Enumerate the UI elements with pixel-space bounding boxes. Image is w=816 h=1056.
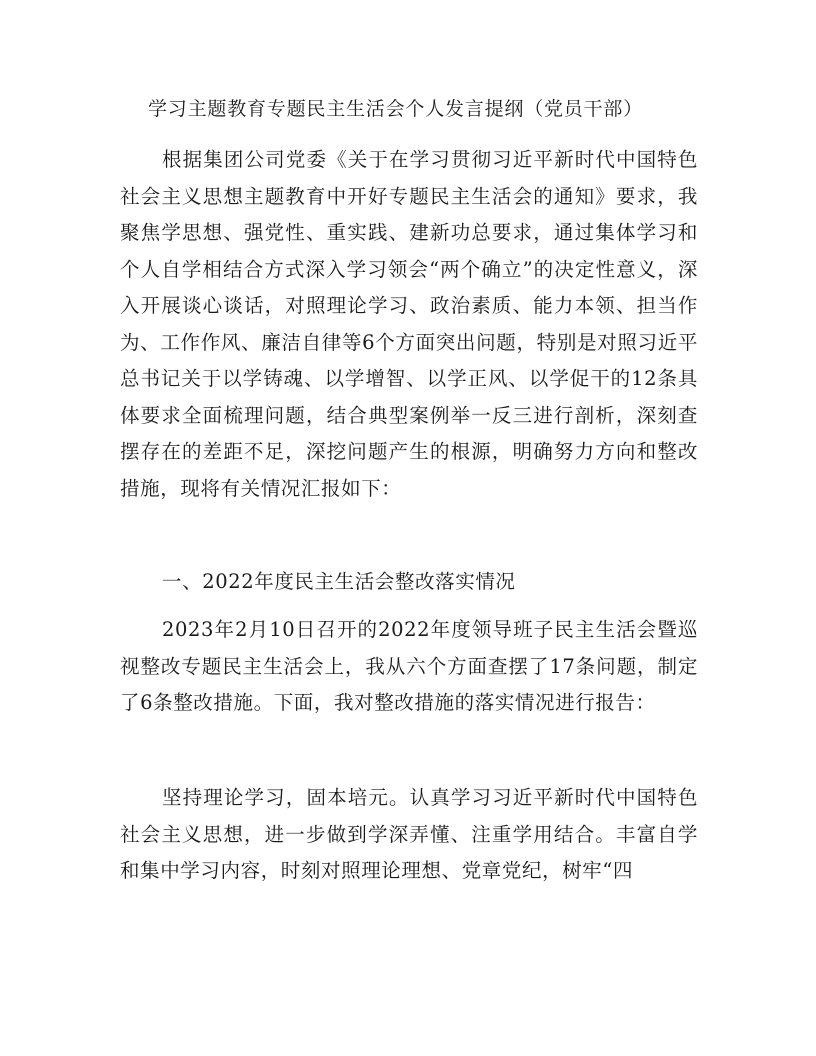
document-title: 学习主题教育专题民主生活会个人发言提纲（党员干部） [148,98,644,120]
item-1-paragraph: 坚持理论学习，固本培元。认真学习习近平新时代中国特色社会主义思想，进一步做到学深弄懂、注重学用结合。丰富自学和集中学习内容，时刻对照理论理想、党章党纪，树牢“四 [120,786,698,882]
intro-paragraph: 根据集团公司党委《关于在学习贯彻习近平新时代中国特色社会主义思想主题教育中开好专题民主生活会的通知》要求，我聚焦学思想、强党性、重实践、建新功总要求，通过集体学习和个人自学相结合方式深入学习领会“两个确立”的决定性意义，深入开展谈心谈话，对照理论学习、政治素质、能力本领、担当作为、工作作风、廉洁自律等6个方面突出问题，特别是对照习近平总书记关于以学铸魂、以学增智、以学正风、以学促干的12条具体要求全面梳理问题，结合典型案例举一反三进行剖析，深刻查摆存在的差距不足，深挖问题产生的根源，明确努力方向和整改措施，现将有关情况汇报如下： [120,148,698,500]
section-1-paragraph: 2023年2月10日召开的2022年度领导班子民主生活会暨巡视整改专题民主生活会上，我从六个方面查摆了17条问题，制定了6条整改措施。下面，我对整改措施的落实情况进行报告： [120,618,698,714]
section-heading-1: 一、2022年度民主生活会整改落实情况 [162,570,516,593]
